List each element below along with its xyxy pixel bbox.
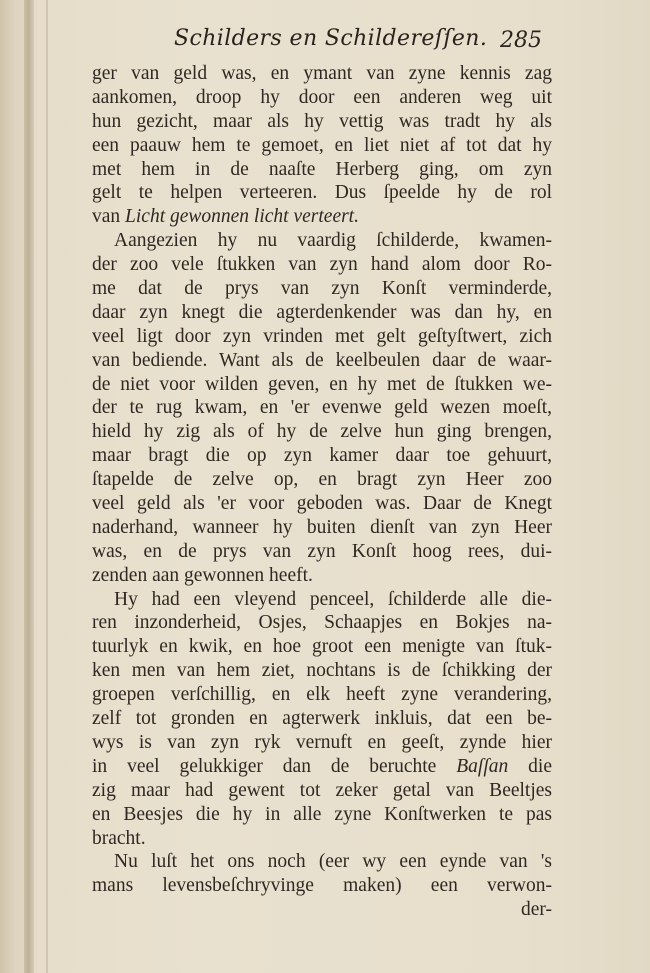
text-line: ger van geld was, en ymant van zyne kennis zag — [92, 63, 552, 84]
text-line: der te rug kwam, en 'er evenwe geld wezen moeſt, — [92, 397, 552, 419]
text-line: met hem in de naaſte Herberg ging, om zyn — [92, 158, 552, 180]
text-line: zenden aan gewonnen heeft. — [92, 564, 313, 586]
text-line: der zoo vele ſtukken van zyn hand alom door Ro- — [92, 254, 552, 276]
italic-text: Baſſan — [456, 755, 509, 777]
text-line: hield hy zig als of hy de zelve hun ging brengen, — [92, 421, 552, 443]
page-header — [90, 26, 560, 60]
text-line: aankomen, droop hy door een anderen weg uit — [92, 86, 552, 108]
italic-text: Licht gewonnen licht verteert. — [125, 206, 359, 228]
running-title: Schilders en Schildereſſen. — [174, 26, 488, 51]
text-line: naderhand, wanneer hy buiten dienſt van zyn Heer — [92, 516, 552, 538]
text-line: mans levensbeſchryvinge maken) een verwon- — [92, 875, 552, 897]
page-edge-line — [46, 0, 48, 973]
catchword: der- — [520, 899, 552, 921]
text-line: maar bragt die op zyn kamer daar toe gehuurt, — [92, 445, 552, 467]
text-line: ren inzonderheid, Osjes, Schaapjes en Bokjes na- — [92, 612, 552, 634]
text-line: veel ligt door zyn vrinden met gelt geſtyſtwert, zich — [92, 325, 552, 347]
text-line: hun gezicht, maar als hy vettig was tradt hy als — [92, 110, 552, 132]
text-line: Aangezien hy nu vaardig ſchilderde, kwamen- — [114, 230, 552, 252]
text-line: Nu luſt het ons noch (eer wy een eynde van 's — [114, 851, 552, 873]
text-line: ken men van hem ziet, nochtans is de ſchikking der — [92, 660, 552, 682]
text-line: een paauw hem te gemoet, en liet niet af tot dat hy — [92, 134, 552, 156]
text-line: gelt te helpen verteeren. Dus ſpeelde hy de rol — [92, 182, 552, 204]
text-segment: in veel gelukkiger dan de beruchte — [92, 755, 457, 777]
text-line: van bediende. Want als de keelbeulen daar de waar- — [92, 349, 552, 371]
text-segment: die — [508, 755, 552, 777]
text-line: wys is van zyn ryk vernuft en geeſt, zynde hier — [92, 731, 552, 753]
text-line: veel geld als 'er voor geboden was. Daar de Knegt — [92, 493, 552, 515]
text-line: was, en de prys van zyn Konſt hoog rees, dui- — [92, 540, 552, 562]
page-number: 285 — [500, 28, 542, 53]
text-line: bracht. — [92, 827, 146, 849]
text-line — [92, 205, 552, 229]
text-line: de niet voor wilden geven, en hy met de ſtukken we- — [92, 373, 552, 395]
text-segment: van — [92, 206, 126, 228]
page-gutter — [24, 0, 34, 973]
text-line — [92, 755, 552, 779]
text-line: Hy had een vleyend penceel, ſchilderde alle die- — [114, 588, 552, 610]
text-line: groepen verſchillig, en elk heeft zyne verandering, — [92, 684, 552, 706]
text-line: en Beesjes die hy in alle zyne Konſtwerken te pas — [92, 803, 552, 825]
text-line: daar zyn knegt die agterdenkender was dan hy, en — [92, 301, 552, 323]
text-line: me dat de prys van zyn Konſt verminderde, — [92, 278, 552, 300]
text-line: ſtapelde de zelve op, en bragt zyn Heer zoo — [92, 469, 552, 491]
text-line: zelf tot gronden en agterwerk inkluis, dat een be- — [92, 708, 552, 730]
text-line: tuurlyk en kwik, en hoe groot een menigte van ſtuk- — [92, 636, 552, 658]
text-line: zig maar had gewent tot zeker getal van Beeltjes — [92, 779, 552, 801]
body-text — [92, 62, 552, 922]
